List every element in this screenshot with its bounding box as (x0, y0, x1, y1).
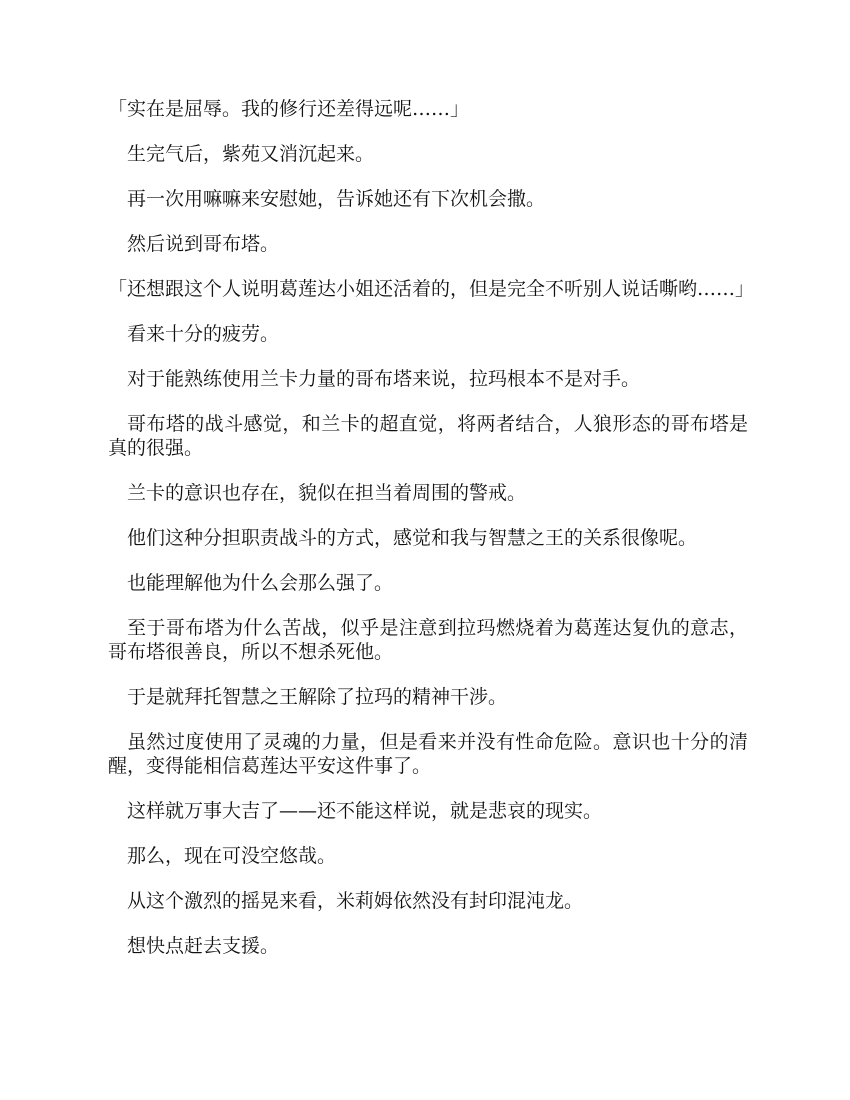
paragraph-8: 哥布塔的战斗感觉，和兰卡的超直觉，将两者结合，人狼形态的哥布塔是真的很强。 (108, 413, 748, 459)
paragraph-11: 也能理解他为什么会那么强了。 (127, 572, 394, 594)
paragraph-4: 然后说到哥布塔。 (127, 233, 280, 255)
paragraph-17: 从这个激烈的摇晃来看，米莉姆依然没有封印混沌龙。 (127, 890, 584, 912)
paragraph-7: 对于能熟练使用兰卡力量的哥布塔来说，拉玛根本不是对手。 (127, 368, 641, 390)
paragraph-9: 兰卡的意识也存在，貌似在担当着周围的警戒。 (127, 482, 527, 504)
paragraph-2: 生完气后，紫苑又消沉起来。 (127, 143, 375, 165)
paragraph-6: 看来十分的疲劳。 (127, 323, 280, 345)
paragraph-12: 至于哥布塔为什么苦战，似乎是注意到拉玛燃烧着为葛莲达复仇的意志，哥布塔很善良，所以不想杀死他。 (108, 617, 748, 663)
paragraph-3: 再一次用嘛嘛来安慰她，告诉她还有下次机会撒。 (127, 188, 546, 210)
paragraph-13: 于是就拜托智慧之王解除了拉玛的精神干涉。 (127, 686, 508, 708)
paragraph-15: 这样就万事大吉了——还不能这样说，就是悲哀的现实。 (127, 800, 603, 822)
paragraph-14: 虽然过度使用了灵魂的力量，但是看来并没有性命危险。意识也十分的清醒，变得能相信葛莲达平安这件事了。 (108, 731, 748, 777)
document-body (108, 97, 755, 979)
paragraph-16: 那么，现在可没空悠哉。 (127, 845, 337, 867)
paragraph-5: 「还想跟这个人说明葛莲达小姐还活着的，但是完全不听别人说话嘶哟……」 (108, 278, 755, 300)
paragraph-1: 「实在是屈辱。我的修行还差得远呢……」 (108, 98, 470, 120)
paragraph-18: 想快点赶去支援。 (127, 935, 280, 957)
paragraph-10: 他们这种分担职责战斗的方式，感觉和我与智慧之王的关系很像呢。 (127, 527, 698, 549)
